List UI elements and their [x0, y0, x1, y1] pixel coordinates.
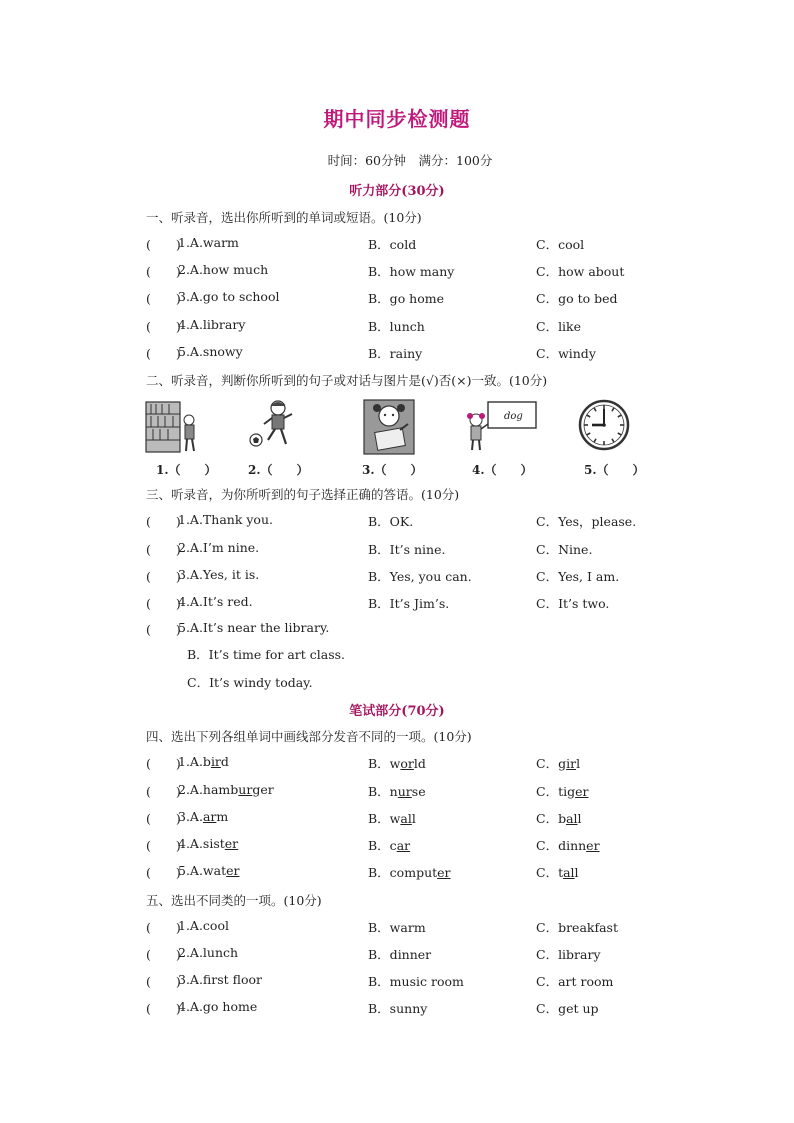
answer-blank[interactable]: ( ) [146, 920, 181, 935]
option-c: C．dinner [536, 838, 600, 853]
option-b: B．how many [368, 264, 455, 279]
underlined-letters: er [575, 784, 589, 799]
option-a: 5.A.water [178, 863, 240, 878]
option-c: C．tiger [536, 784, 589, 799]
option-a: 4.A.It’s red. [178, 594, 253, 609]
option-a: 2.A.I’m nine. [178, 540, 260, 555]
question-row [146, 999, 706, 1017]
option-b: B．wall [368, 811, 416, 826]
underlined-letters: ir [210, 754, 221, 769]
section-3-heading: 三、听录音，为你所听到的句子选择正确的答语。(10分) [146, 487, 460, 502]
option-b: B．cold [368, 237, 417, 252]
picture-row [140, 396, 645, 482]
option-c: C．art room [536, 974, 614, 989]
picture-3-label[interactable]: 3.（ ） [362, 463, 423, 477]
option-a: 4.A.go home [178, 999, 258, 1014]
option-a: 2.A.how much [178, 262, 269, 277]
answer-blank[interactable]: ( ) [146, 542, 181, 557]
picture-1-label[interactable]: 1.（ ） [156, 463, 217, 477]
girl-reading-dog-sign-image [460, 396, 540, 456]
option-c: C．Yes，please. [536, 514, 637, 529]
question-row [146, 863, 706, 881]
option-b: B．It’s time for art class. [187, 647, 346, 662]
option-c: C．library [536, 947, 601, 962]
sign-text: dog [504, 411, 523, 422]
option-b: B．sunny [368, 1001, 428, 1016]
question-row [146, 317, 706, 335]
option-c: C．ball [536, 811, 582, 826]
option-a: 3.A.go to school [178, 289, 280, 304]
picture-4-label[interactable]: 4.（ ） [472, 463, 533, 477]
section-2-heading: 二、听录音，判断你所听到的句子或对话与图片是(√)否(×)一致。(10分) [146, 373, 548, 388]
option-c: C．like [536, 319, 582, 334]
option-a: 4.A.library [178, 317, 246, 332]
exam-meta: 时间：60分钟 满分：100分 [327, 153, 493, 168]
option-b: B．car [368, 838, 411, 853]
option-c: C．Yes, I am. [536, 569, 620, 584]
underlined-letters: al [400, 811, 412, 826]
underlined-letters: or [400, 756, 414, 771]
option-b: B．dinner [368, 947, 432, 962]
question-row [146, 918, 706, 936]
option-b: B．Yes, you can. [368, 569, 472, 584]
answer-blank[interactable]: ( ) [146, 1001, 181, 1016]
boy-playing-football-image [240, 396, 310, 456]
question-row [146, 972, 706, 990]
option-b: B．OK. [368, 514, 414, 529]
option-a: 4.A.sister [178, 836, 239, 851]
answer-blank[interactable]: ( ) [146, 237, 181, 252]
underlined-letters: ur [397, 784, 412, 799]
option-b: B．warm [368, 920, 426, 935]
picture-5-label[interactable]: 5.（ ） [584, 463, 645, 477]
option-a: 1.A.cool [178, 918, 229, 933]
underlined-letters: er [226, 863, 240, 878]
answer-blank[interactable]: ( ) [146, 514, 181, 529]
option-b: B．music room [368, 974, 464, 989]
underlined-letters: ar [396, 838, 411, 853]
option-a: 1.A.warm [178, 235, 239, 250]
option-c: C．how about [536, 264, 625, 279]
section-5-heading: 五、选出不同类的一项。(10分) [146, 893, 322, 908]
underlined-letters: er [437, 865, 451, 880]
underlined-letters: ur [238, 782, 253, 797]
answer-blank[interactable]: ( ) [146, 756, 181, 771]
question-row [146, 620, 706, 638]
part-listening-heading: 听力部分(30分) [349, 184, 445, 199]
underlined-letters: al [563, 865, 575, 880]
option-c: C．windy [536, 346, 596, 361]
option-b: B．computer [368, 865, 451, 880]
option-c: C．get up [536, 1001, 599, 1016]
option-a: 3.A.Yes, it is. [178, 567, 260, 582]
option-a: 1.A.Thank you. [178, 512, 273, 527]
answer-blank[interactable]: ( ) [146, 596, 181, 611]
option-c: C．Nine. [536, 542, 593, 557]
question-row [146, 235, 706, 253]
underlined-letters: ar [202, 809, 217, 824]
option-b: B．It’s Jim’s. [368, 596, 450, 611]
option-b: B．rainy [368, 346, 423, 361]
option-b: B．lunch [368, 319, 425, 334]
question-row [146, 567, 706, 585]
question-row [146, 344, 706, 362]
page-title: 期中同步检测题 [323, 107, 471, 131]
question-row [146, 289, 706, 307]
option-c: C．It’s windy today. [187, 675, 313, 690]
option-c: C．go to bed [536, 291, 618, 306]
option-c: C．cool [536, 237, 585, 252]
clock-image [570, 396, 640, 456]
question-row [146, 540, 706, 558]
answer-blank[interactable]: ( ) [146, 622, 181, 637]
answer-blank[interactable]: ( ) [146, 811, 181, 826]
answer-blank[interactable]: ( ) [146, 947, 181, 962]
option-b: B．It’s nine. [368, 542, 446, 557]
option-a: 1.A.bird [178, 754, 229, 769]
question-row [146, 945, 706, 963]
underlined-letters: er [224, 836, 239, 851]
option-b: B．nurse [368, 784, 426, 799]
section-4-heading: 四、选出下列各组单词中画线部分发音不同的一项。(10分) [146, 729, 472, 744]
question-row [146, 782, 706, 800]
option-c: C．girl [536, 756, 581, 771]
option-c: C．It’s two. [536, 596, 610, 611]
answer-blank[interactable]: ( ) [146, 264, 181, 279]
option-a: 5.A.It’s near the library. [178, 620, 330, 635]
answer-blank[interactable]: ( ) [146, 319, 181, 334]
option-b: B．world [368, 756, 426, 771]
picture-2-label[interactable]: 2.（ ） [248, 463, 309, 477]
question-row [146, 262, 706, 280]
option-a: 2.A.hamburger [178, 782, 274, 797]
answer-blank[interactable]: ( ) [146, 838, 181, 853]
question-row [146, 754, 706, 772]
underlined-letters: ir [566, 756, 577, 771]
part-writing-heading: 笔试部分(70分) [349, 704, 445, 719]
option-b: B．go home [368, 291, 445, 306]
answer-blank[interactable]: ( ) [146, 974, 181, 989]
option-a: 5.A.snowy [178, 344, 243, 359]
underlined-letters: er [586, 838, 600, 853]
answer-blank[interactable]: ( ) [146, 865, 181, 880]
answer-blank[interactable]: ( ) [146, 291, 181, 306]
option-a: 2.A.lunch [178, 945, 239, 960]
answer-blank[interactable]: ( ) [146, 346, 181, 361]
library-bookshelf-image [142, 396, 212, 456]
option-a: 3.A.first floor [178, 972, 263, 987]
question-row [146, 512, 706, 530]
underlined-letters: al [566, 811, 578, 826]
option-a: 3.A.arm [178, 809, 229, 824]
answer-blank[interactable]: ( ) [146, 569, 181, 584]
girl-drawing-image [356, 396, 426, 456]
question-row [146, 594, 706, 612]
option-c: C．tall [536, 865, 579, 880]
question-row [146, 836, 706, 854]
option-c: C．breakfast [536, 920, 618, 935]
section-1-heading: 一、听录音，选出你所听到的单词或短语。(10分) [146, 210, 422, 225]
question-row [146, 809, 706, 827]
answer-blank[interactable]: ( ) [146, 784, 181, 799]
